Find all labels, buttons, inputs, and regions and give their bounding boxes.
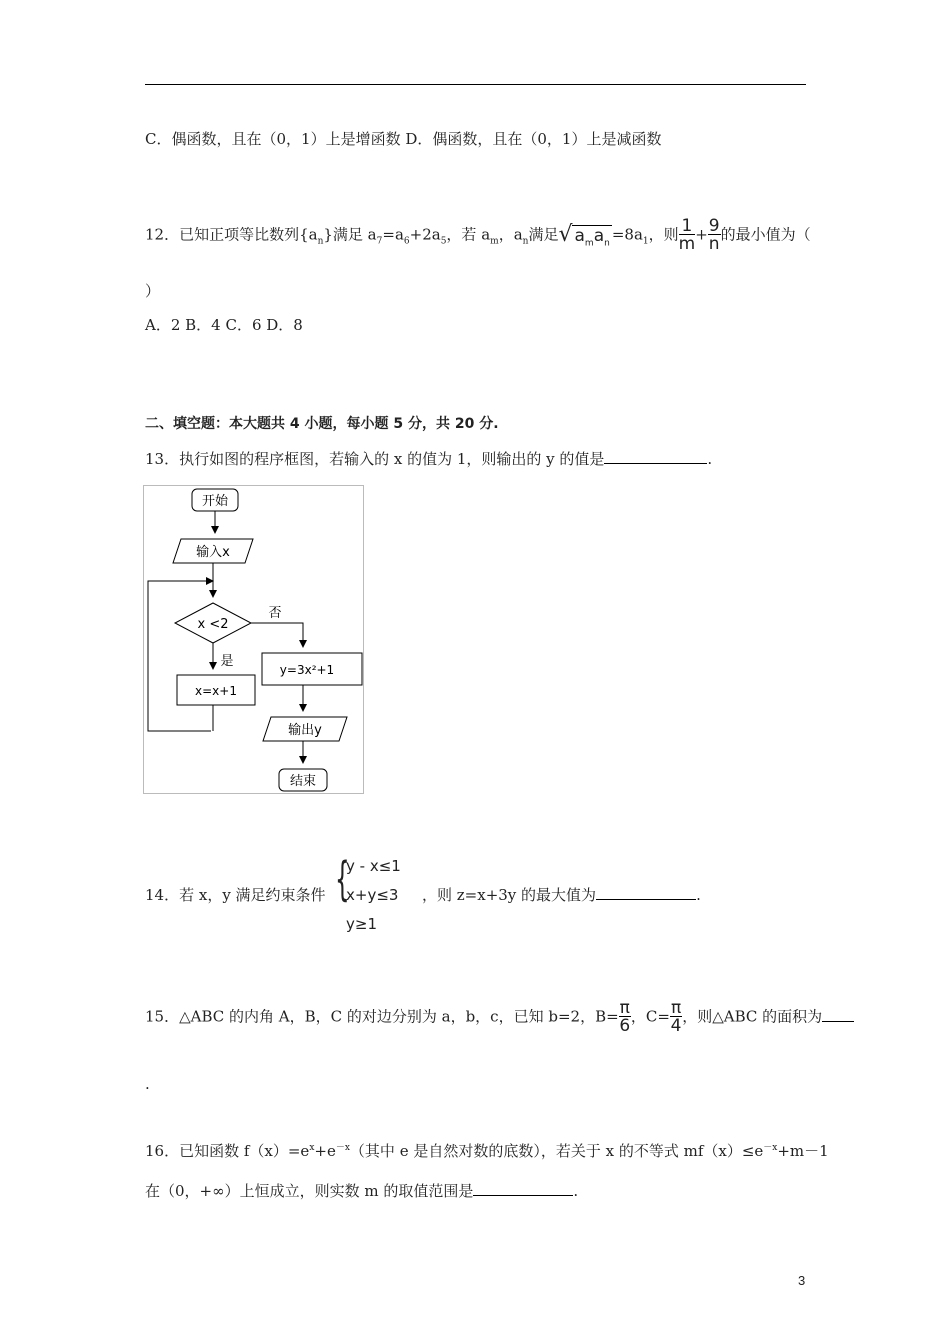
compute-label: y=3x²+1 bbox=[279, 663, 335, 677]
q16-line1: 16．已知函数 $f(x)=e^x+e^{-x}$（其中 e 是自然对数的底数），若关于 x 的不等式 $mf(x)\le e^{-x}+m-1$ bbox=[145, 1142, 829, 1160]
q14-stem-a: 14．若 x，y 满足约束条件 bbox=[145, 886, 326, 904]
q12-stem: 12．已知正项等比数列$\{a_n\}$满足 $a_7=a_6+2a_5$，若 $a_m$，$a_n$满足√ $a_ma_n=8a_1$，则 $\frac{1}{m}$ + $\frac{9}{n}$ 的最小值为（ bbox=[145, 216, 811, 254]
answer-blank[interactable] bbox=[822, 1007, 854, 1022]
fraction-pi-over-4: $\frac{\pi}{4}$ bbox=[670, 998, 682, 1036]
end-label: 结束 bbox=[289, 774, 317, 789]
q13-stem: 13．执行如图的程序框图，若输入的 x 的值为 1，则输出的 y 的值是 . bbox=[145, 450, 713, 468]
constraint-1: y - x≤1 bbox=[346, 857, 401, 875]
assign-label: x=x+1 bbox=[195, 684, 237, 698]
answer-blank[interactable] bbox=[604, 449, 707, 464]
no-label: 否 bbox=[268, 606, 282, 621]
output-label: 输出y bbox=[288, 723, 322, 738]
q16-line2: 在（0，+∞）上恒成立，则实数 m 的取值范围是 . bbox=[145, 1182, 579, 1200]
header-rule bbox=[145, 84, 806, 85]
q12-options: A．2 B．4 C．6 D．8 bbox=[145, 316, 303, 334]
brace: { bbox=[335, 852, 350, 906]
q15-end: . bbox=[145, 1075, 150, 1093]
start-label: 开始 bbox=[201, 494, 229, 509]
page-number: 3 bbox=[798, 1273, 806, 1288]
answer-blank[interactable] bbox=[596, 885, 696, 900]
fraction-1-over-m: $\frac{1}{m}$ bbox=[678, 216, 696, 254]
input-label: 输入x bbox=[196, 545, 230, 560]
flowchart bbox=[143, 485, 364, 794]
answer-blank[interactable] bbox=[473, 1181, 573, 1196]
constraint-2: x+y≤3 bbox=[346, 886, 399, 904]
yes-label: 是 bbox=[220, 654, 234, 669]
fraction-pi-over-6: $\frac{\pi}{6}$ bbox=[619, 998, 631, 1036]
q14-stem-b: ，则 z=x+3y 的最大值为 . bbox=[422, 886, 701, 904]
decision-label: x <2 bbox=[197, 617, 229, 632]
sqrt-expression: √ $a_ma_n$ bbox=[558, 222, 610, 249]
constraint-3: y≥1 bbox=[346, 915, 377, 933]
q11-options: C．偶函数，且在（0，1）上是增函数 D．偶函数，且在（0，1）上是减函数 bbox=[145, 130, 662, 148]
fraction-9-over-n: $\frac{9}{n}$ bbox=[708, 216, 720, 254]
q12-close-paren: ） bbox=[145, 282, 161, 300]
q15-stem: 15．△ABC 的内角 A，B，C 的对边分别为 a，b，c，已知 b=2，B= $\frac{\pi}{6}$ ，C= $\frac{\pi}{4}$ ，则△ABC 的面积为 bbox=[145, 1000, 854, 1035]
section-title: 二、填空题：本大题共 4 小题，每小题 5 分，共 20 分. bbox=[145, 416, 499, 432]
